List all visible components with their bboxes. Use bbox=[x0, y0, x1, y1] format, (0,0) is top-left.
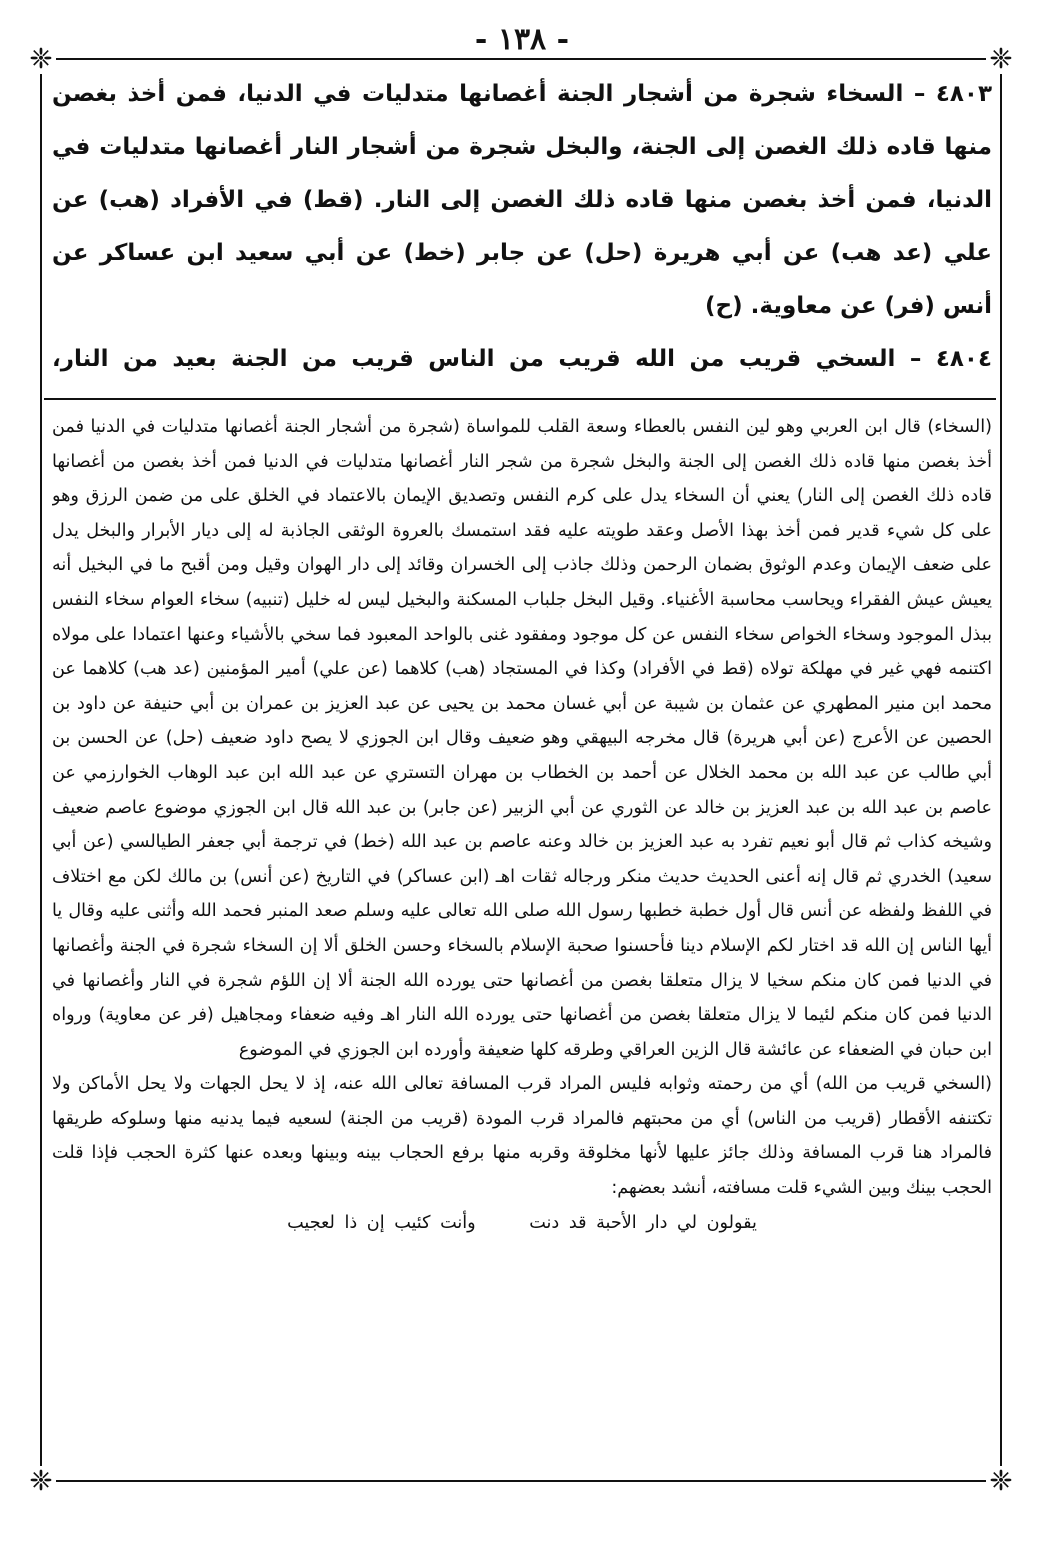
hadith-4803: ٤٨٠٣ – السخاء شجرة من أشجار الجنة أغصانها متدليات في الدنيا، فمن أخذ بغصن منها قاده ذلك الغصن إلى الجنة، والبخل شجرة من أشجار النار أغصانها متدليات في الدنيا، فمن أخذ بغصن منها قاده ذلك الغصن إلى النار. (قط) في الأفراد (هب) عن علي (عد هب) عن أبي هريرة (حل) عن جابر (خط) عن أبي سعيد ابن عساكر عن أنس (فر) عن معاوية. (ح) bbox=[52, 81, 992, 319]
verse-first-hemistich: يقولون لي دار الأحبة قد دنت bbox=[529, 1212, 757, 1233]
corner-ornament-icon: ❈ bbox=[26, 1466, 56, 1496]
corner-ornament-icon: ❈ bbox=[26, 44, 56, 74]
commentary-text bbox=[52, 410, 992, 1466]
hadith-4804: ٤٨٠٤ – السخي قريب من الله قريب من الناس قريب من الجنة بعيد من النار، bbox=[52, 346, 992, 372]
page-number: - ١٣٨ - bbox=[474, 22, 570, 57]
frame-right-rule bbox=[1000, 58, 1002, 1480]
frame-top-rule bbox=[40, 58, 1002, 60]
corner-ornament-icon: ❈ bbox=[986, 1466, 1016, 1496]
frame-bottom-rule bbox=[40, 1480, 1002, 1482]
poem-verse bbox=[52, 1206, 992, 1241]
hadith-main-text bbox=[52, 68, 992, 390]
corner-ornament-icon: ❈ bbox=[986, 44, 1016, 74]
verse-second-hemistich: وأنت كئيب إن ذا لعجيب bbox=[287, 1212, 476, 1233]
commentary-paragraph-1: (السخاء) قال ابن العربي وهو لين النفس بالعطاء وسعة القلب للمواساة (شجرة من أشجار الجنة أغصانها متدليات في الدنيا فمن أخذ بغصن منها قاده ذلك الغصن إلى الجنة والبخل شجرة من شجر النار أغصانها متدليات في الدنيا فمن أخذ بغصن من أغصانها قاده ذلك الغصن إلى النار) يعني أن السخاء يدل على كرم النفس وتصديق الإيمان بالاعتماد في الخلق على من ضمن الرزق وهو على كل شيء قدير فمن أخذ بهذا الأصل وعقد طويته عليه فقد استمسك بالعروة الوثقى الجاذبة له إلى ديار الأبرار والبخل يدل على ضعف الإيمان وعدم الوثوق بضمان الرحمن وذلك جاذب إلى الخسران وقائد إلى دار الهوان وقيل ومن أقبح ما في البخيل أنه يعيش عيش الفقراء ويحاسب محاسبة الأغنياء. وقيل البخل جلباب المسكنة والبخيل ليس له خليل (تنبيه) سخاء العوام سخاء النفس ببذل الموجود وسخاء الخواص سخاء النفس عن كل موجود ومفقود غنى بالواحد المعبود فما سخي بالأشياء وعنها اعتمادا على مولاه اكتنمه فهي غير في مهلكة تولاه (قط في الأفراد) وكذا في المستجاد (هب) كلاهما (عن علي) أمير المؤمنين (عد هب) كلاهما عن محمد ابن منير المطهري عن عثمان بن شيبة عن أبي غسان محمد بن يحيى عن عبد العزيز بن عمران بن أبي حنيفة عن داود بن الحصين عن الأعرج (عن أبي هريرة) قال مخرجه البيهقي وهو ضعيف وقال ابن الجوزي لا يصح داود ضعيف (حل) عن الحسن بن أبي طالب عن عبد الله بن محمد الخلال عن أحمد بن الخطاب بن مهران التستري عن عبد الله ابن عبد الوهاب الخوارزمي عن عاصم بن عبد الله بن عبد العزيز بن خالد عن الثوري عن أبي الزبير (عن جابر) بن عبد الله قال ابن الجوزي موضوع عاصم ضعيف وشيخه كذاب ثم قال أبو نعيم تفرد به عبد العزيز بن خالد وعنه عاصم بن عبد الله (خط) في ترجمة أبي جعفر الطيالسي (عن أبي سعيد) الخدري ثم قال إنه أعنى الحديث حديث منكر ورجاله ثقات اهـ (ابن عساكر) في التاريخ (عن أنس) بن مالك لكن مع اختلاف في اللفظ ولفظه عن أنس قال أول خطبة خطبها رسول الله صلى الله تعالى عليه وسلم صعد المنبر فحمد الله وأثنى عليه وقال يا أيها الناس إن الله قد اختار لكم الإسلام دينا فأحسنوا صحبة الإسلام بالسخاء وحسن الخلق ألا إن السخاء شجرة في الجنة وأغصانها في الدنيا فمن كان منكم سخيا لا يزال متعلقا بغصن من أغصانها حتى يورده الله الجنة ألا إن اللؤم شجرة في النار وأغصانها في الدنيا فمن كان منكم لئيما لا يزال متعلقا بغصن من أغصانها حتى يورده الله النار اهـ وفيه ضعفاء ومجاهيل (فر عن معاوية) ورواه ابن حبان في الضعفاء عن عائشة قال الزين العراقي وطرقه كلها ضعيفة وأورده ابن الجوزي في الموضوع bbox=[52, 417, 992, 1060]
frame-left-rule bbox=[40, 58, 42, 1480]
commentary-paragraph-2: (السخي قريب من الله) أي من رحمته وثوابه فليس المراد قرب المسافة تعالى الله عنه، إذ لا يحل الجهات ولا يحل الأماكن ولا تكتنفه الأقطار (قريب من الناس) أي من محبتهم فالمراد قرب المودة (قريب من الجنة) لسعيه فيما يدنيه منها وسلوكه طريقها فالمراد هنا قرب المسافة وذلك جائز عليها لأنها مخلوقة وقربه منها برفع الحجاب بينه وبينها وبعده عنها كثرة الحجب فإذا قلت الحجب بينك وبين الشيء قلت مسافته، أنشد بعضهم: bbox=[52, 1074, 992, 1199]
section-divider bbox=[44, 398, 996, 400]
